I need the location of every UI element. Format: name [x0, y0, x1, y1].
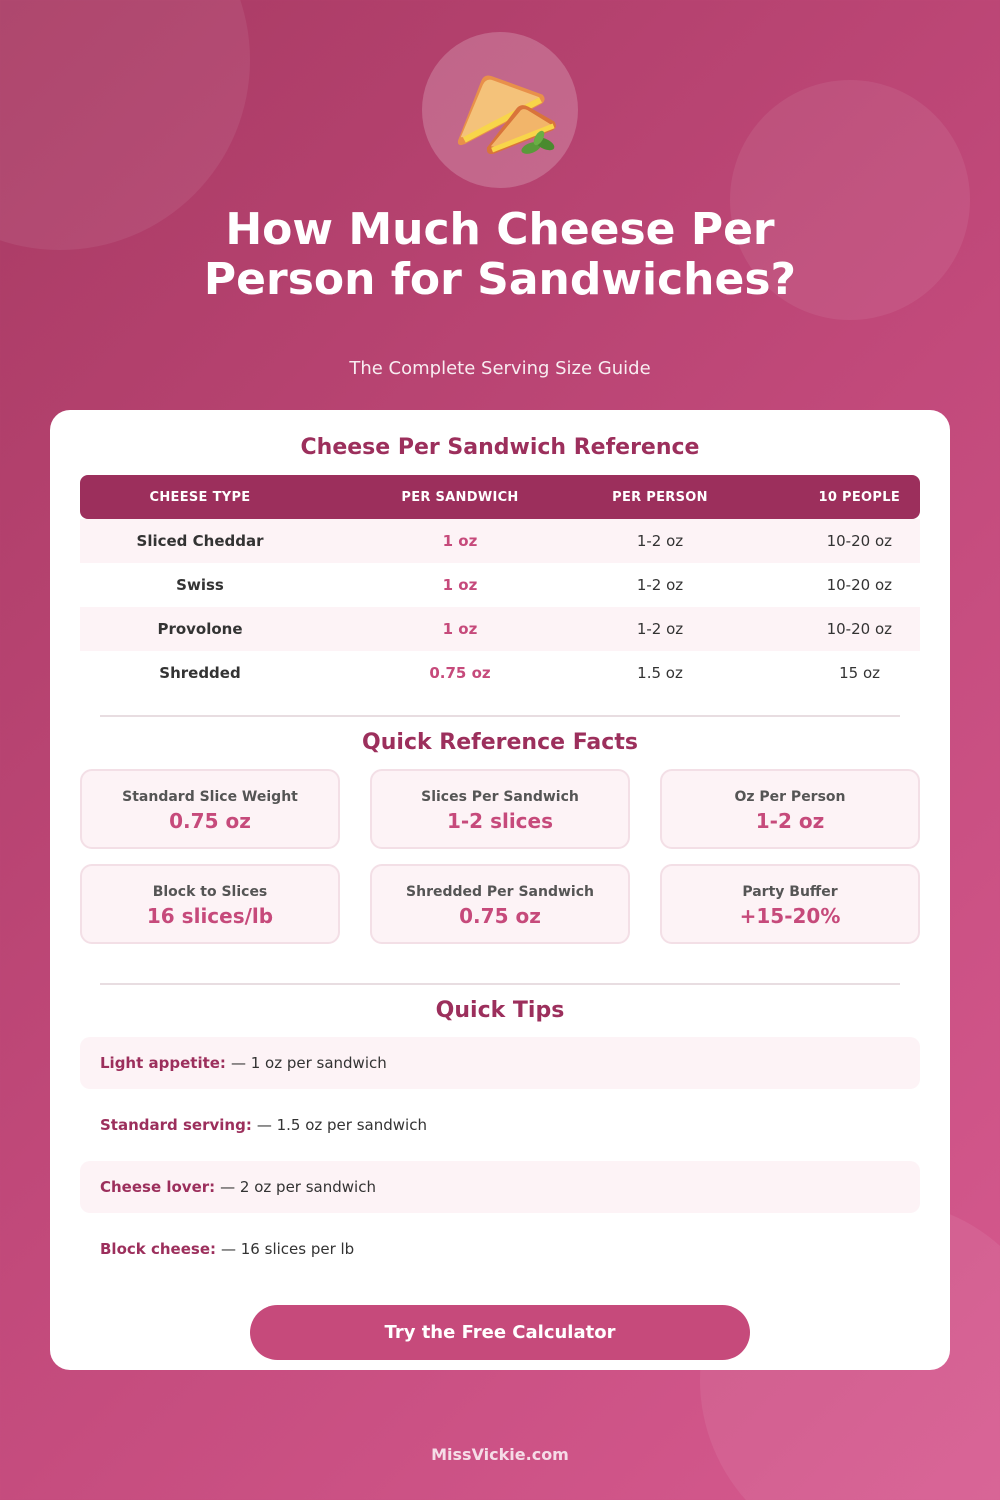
fact-value: 1-2 slices — [446, 809, 554, 833]
tip-item — [80, 1223, 920, 1275]
title-line-2: Person for Sandwiches? — [203, 254, 797, 305]
table-row — [80, 651, 920, 695]
tip-text: — 1 oz per sandwich — [230, 1054, 387, 1072]
per-person-cell: 1-2 oz — [636, 576, 684, 594]
tip-label: Block cheese: — [100, 1240, 216, 1258]
cheese-type-cell: Swiss — [176, 576, 224, 594]
tip-text: — 2 oz per sandwich — [220, 1178, 376, 1196]
table-row — [80, 607, 920, 651]
per-person-cell: 1-2 oz — [636, 532, 684, 550]
column-header: 10 PEOPLE — [818, 489, 900, 505]
fact-label: Party Buffer — [742, 884, 838, 900]
divider — [100, 715, 900, 717]
fact-card — [80, 864, 340, 944]
column-header: PER SANDWICH — [401, 489, 519, 505]
fact-card — [660, 769, 920, 849]
content-card — [50, 410, 950, 1370]
fact-value: 1-2 oz — [755, 809, 825, 833]
tip-text: — 16 slices per lb — [221, 1240, 355, 1258]
fact-value: 0.75 oz — [459, 904, 541, 928]
ten-people-cell: 10-20 oz — [826, 620, 892, 638]
per-person-cell: 1-2 oz — [636, 620, 684, 638]
fact-card — [370, 864, 630, 944]
per-person-cell: 1.5 oz — [637, 664, 683, 682]
cheese-type-cell: Provolone — [157, 620, 243, 638]
tip-label: Cheese lover: — [100, 1178, 216, 1196]
per-sandwich-cell: 1 oz — [442, 576, 478, 594]
page-title — [100, 205, 900, 305]
per-sandwich-cell: 1 oz — [442, 532, 478, 550]
fact-label: Oz Per Person — [734, 789, 846, 805]
fact-card — [660, 864, 920, 944]
reference-section-title: Cheese Per Sandwich Reference — [300, 435, 700, 460]
tip-label: Light appetite: — [100, 1054, 226, 1072]
title-line-1: How Much Cheese Per — [225, 204, 775, 255]
reference-table — [80, 475, 920, 695]
tip-item — [80, 1099, 920, 1151]
column-header: CHEESE TYPE — [149, 489, 251, 505]
ten-people-cell: 10-20 oz — [826, 532, 892, 550]
table-row — [80, 563, 920, 607]
page-subtitle: The Complete Serving Size Guide — [349, 358, 651, 379]
per-sandwich-cell: 0.75 oz — [429, 664, 491, 682]
fact-label: Standard Slice Weight — [122, 789, 298, 805]
fact-value: +15-20% — [739, 904, 841, 928]
table-header — [80, 475, 920, 519]
table-row — [80, 519, 920, 563]
ten-people-cell: 10-20 oz — [826, 576, 892, 594]
facts-section-title: Quick Reference Facts — [362, 730, 638, 755]
fact-label: Slices Per Sandwich — [421, 789, 579, 805]
fact-card — [370, 769, 630, 849]
calculator-button[interactable]: Try the Free Calculator — [250, 1305, 750, 1360]
cheese-type-cell: Sliced Cheddar — [136, 532, 264, 550]
grilled-cheese-sandwich-icon — [422, 32, 578, 188]
fact-value: 0.75 oz — [169, 809, 251, 833]
tip-label: Standard serving: — [100, 1116, 252, 1134]
divider — [100, 983, 900, 985]
column-header: PER PERSON — [612, 489, 708, 505]
tip-item — [80, 1161, 920, 1213]
fact-label: Block to Slices — [152, 884, 268, 900]
cheese-type-cell: Shredded — [159, 664, 241, 682]
fact-label: Shredded Per Sandwich — [406, 884, 594, 900]
per-sandwich-cell: 1 oz — [442, 620, 478, 638]
fact-value: 16 slices/lb — [146, 904, 274, 928]
tips-section-title: Quick Tips — [435, 998, 565, 1023]
ten-people-cell: 15 oz — [839, 664, 880, 682]
fact-card — [80, 769, 340, 849]
footer-brand: MissVickie.com — [431, 1445, 569, 1464]
tip-item — [80, 1037, 920, 1089]
tip-text: — 1.5 oz per sandwich — [256, 1116, 427, 1134]
